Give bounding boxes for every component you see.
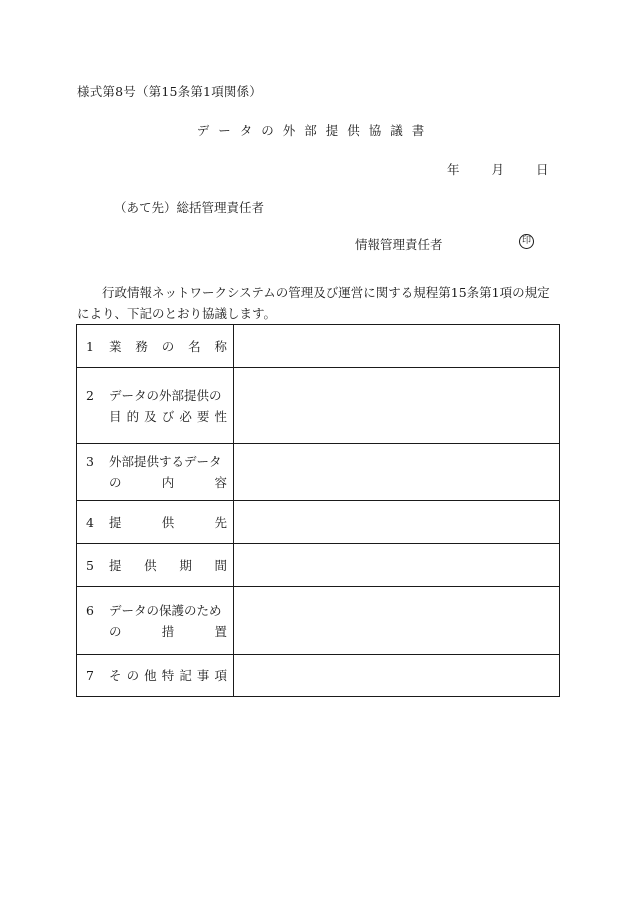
date-month: 月	[491, 162, 504, 177]
item-number: 5	[86, 557, 94, 573]
item-label-line: の 内 容	[109, 475, 227, 490]
table-row	[77, 325, 560, 368]
sender-label: 情報管理責任者	[355, 237, 443, 252]
item-number: 7	[86, 668, 94, 683]
item-label-line: 提 供 期 間	[109, 557, 227, 573]
seal-mark: 印	[519, 234, 534, 249]
item-label-cell	[77, 501, 234, 544]
item-number: 2	[86, 387, 94, 403]
items-table	[76, 324, 560, 697]
item-label-line: の 措 置	[109, 623, 227, 639]
item-label-cell	[77, 368, 234, 444]
item-number: 4	[86, 514, 94, 530]
item-number: 3	[86, 454, 94, 469]
table-row	[77, 587, 560, 655]
item-value-cell[interactable]	[234, 325, 560, 368]
item-label-line: そ の 他 特 記 事 項	[109, 668, 227, 683]
table-row	[77, 655, 560, 697]
item-value-cell[interactable]	[234, 544, 560, 587]
addressee: （あて先）総括管理責任者	[114, 200, 265, 215]
item-label-cell	[77, 444, 234, 501]
item-label-cell	[77, 544, 234, 587]
item-number: 6	[86, 602, 94, 618]
item-value-cell[interactable]	[234, 501, 560, 544]
item-label-cell	[77, 587, 234, 655]
item-value-cell[interactable]	[234, 587, 560, 655]
document-title: データの外部提供協議書	[196, 123, 434, 138]
item-number: 1	[86, 338, 94, 354]
item-label-line: 提 供 先	[109, 514, 227, 530]
table-row	[77, 444, 560, 501]
item-value-cell[interactable]	[234, 368, 560, 444]
item-label-line: 目 的 及 び 必 要 性	[109, 408, 227, 424]
item-label-cell	[77, 655, 234, 697]
item-label-line: データの保護のため	[109, 602, 222, 618]
form-number: 様式第8号（第15条第1項関係）	[77, 84, 263, 99]
item-value-cell[interactable]	[234, 444, 560, 501]
body-paragraph: 行政情報ネットワークシステムの管理及び運営に関する規程第15条第1項の規定により、下記のとおり協議します。	[77, 285, 550, 321]
table-row	[77, 544, 560, 587]
item-label-cell	[77, 325, 234, 368]
item-label-line: 業 務 の 名 称	[109, 338, 227, 354]
date-day: 日	[535, 162, 549, 177]
item-value-cell[interactable]	[234, 655, 560, 697]
item-label-line: データの外部提供の	[109, 387, 222, 403]
date-line	[447, 160, 548, 178]
table-row	[77, 501, 560, 544]
item-label-line: 外部提供するデータ	[109, 454, 222, 469]
date-year: 年	[447, 162, 460, 177]
table-row	[77, 368, 560, 444]
